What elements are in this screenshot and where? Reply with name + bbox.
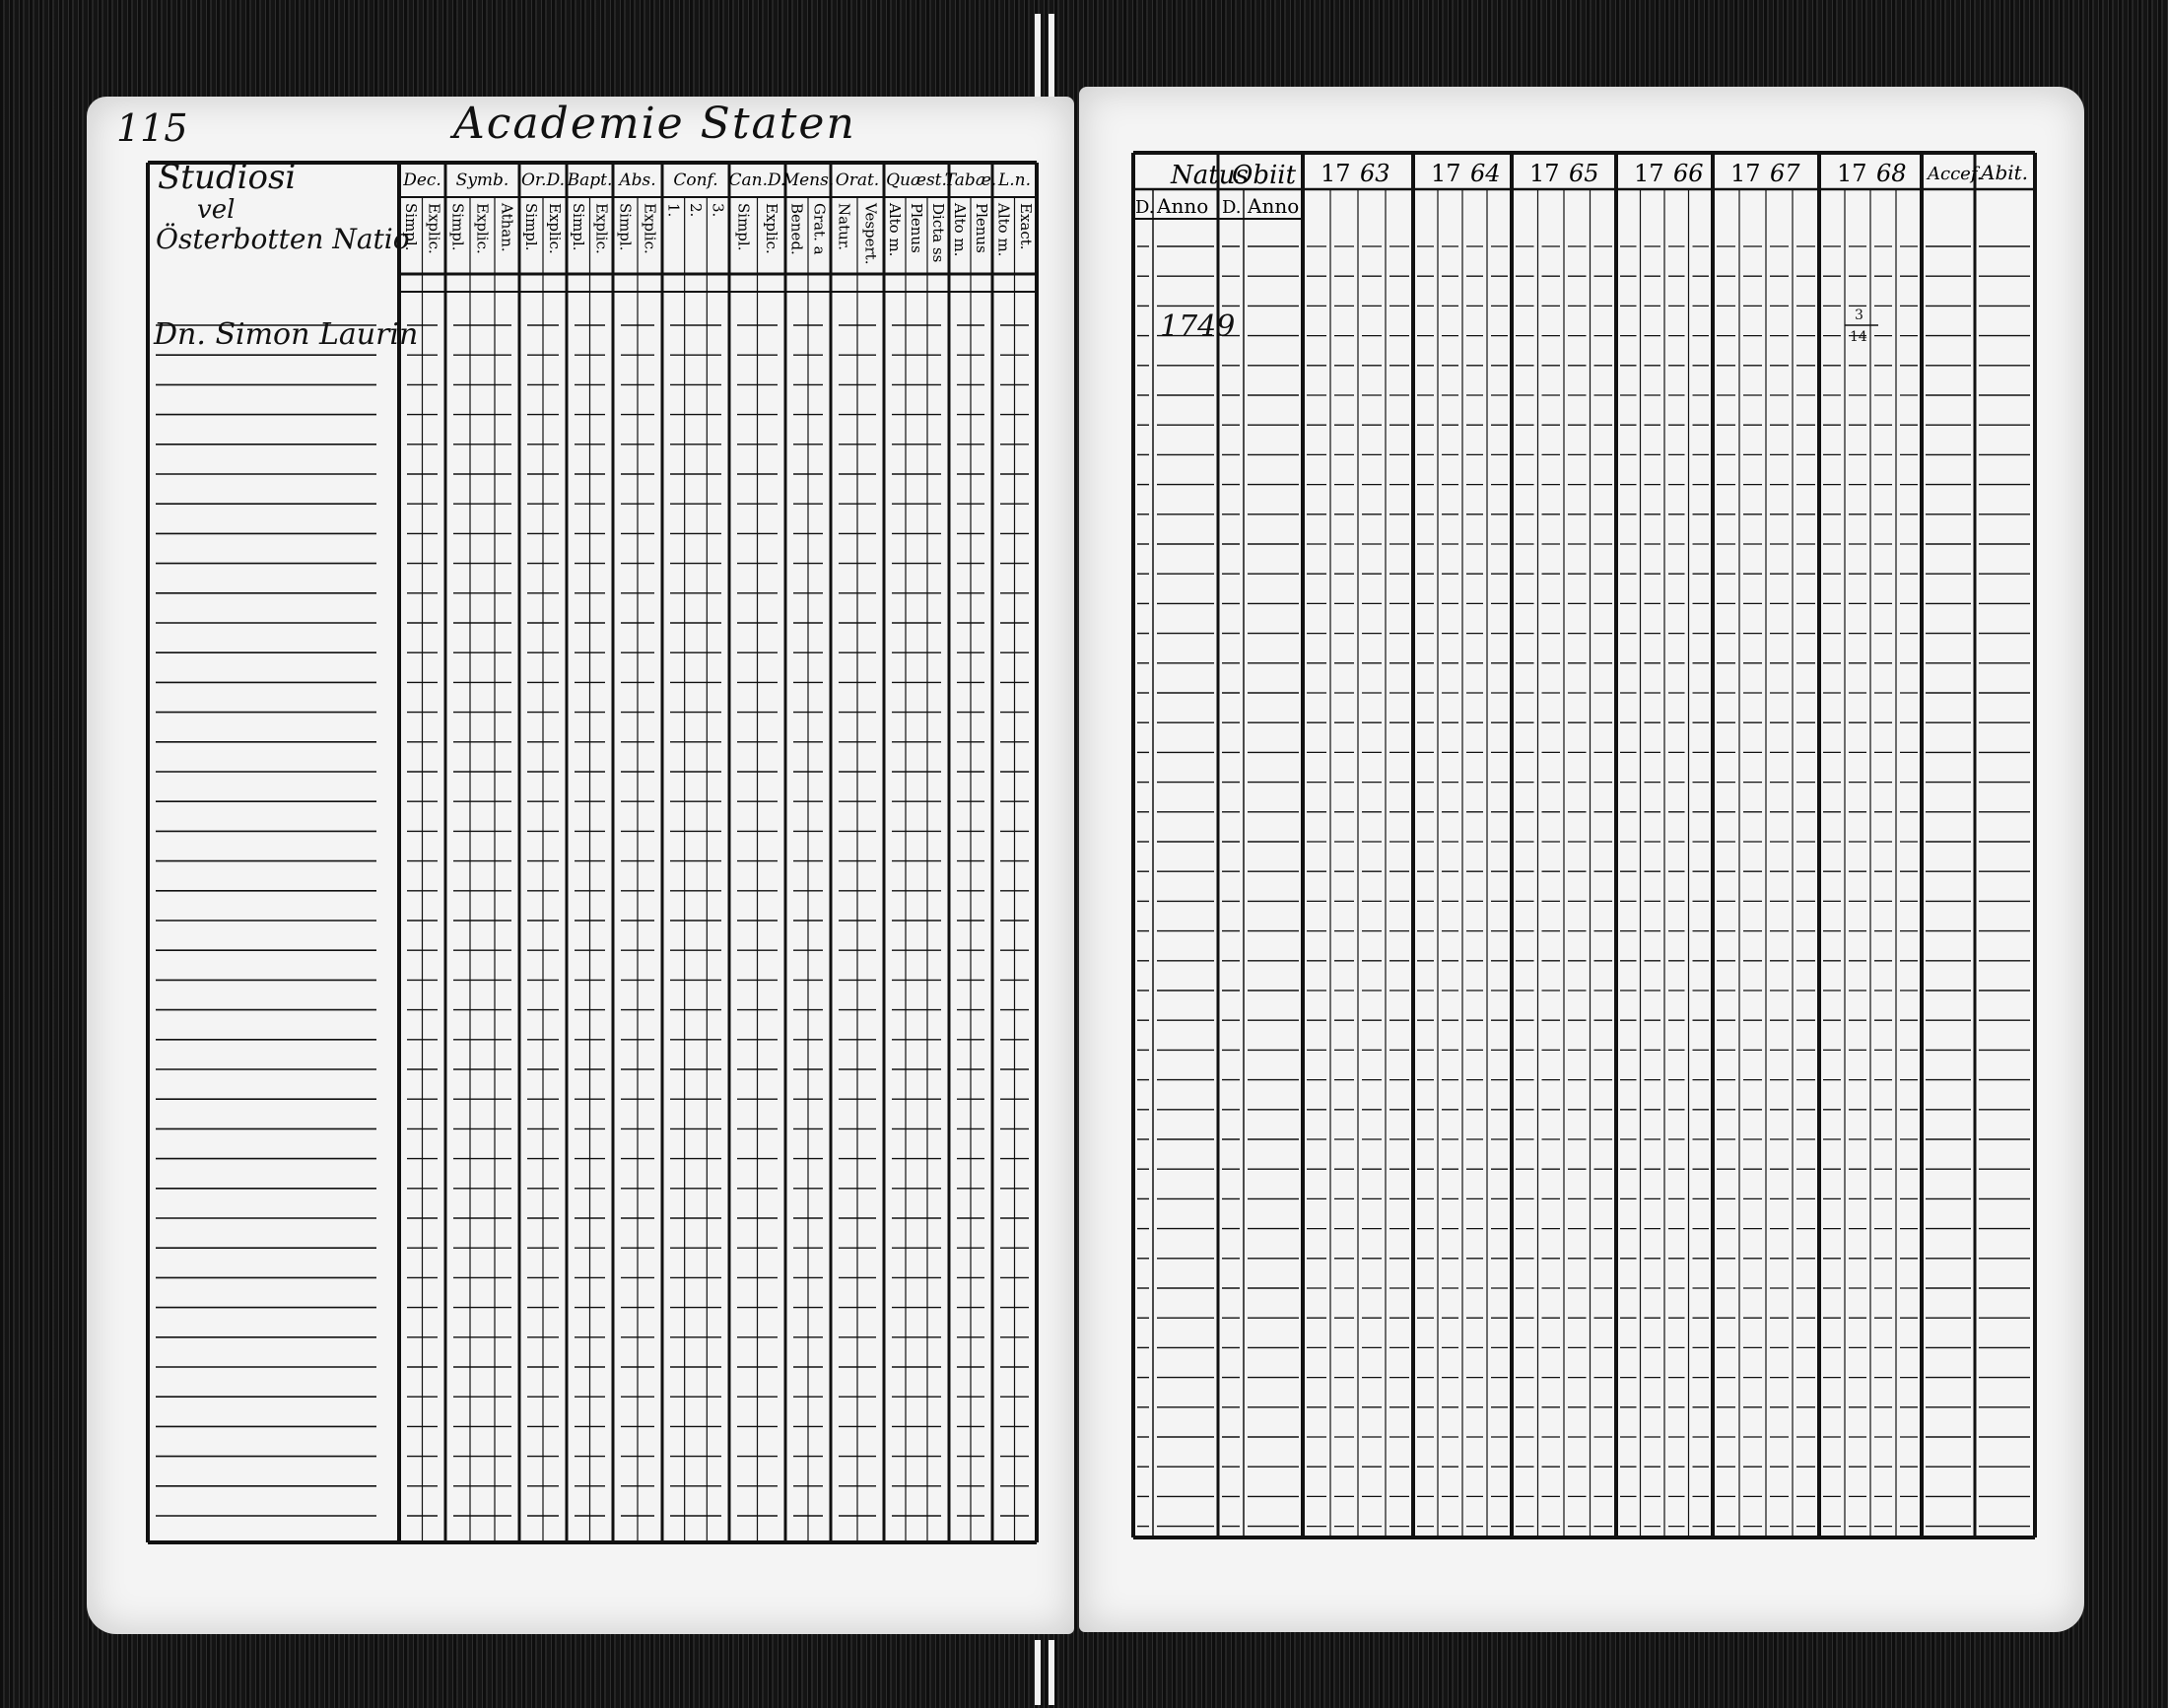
year-suffix: 64 (1470, 160, 1501, 187)
column-header: Or.D. (520, 171, 566, 190)
column-subheader: Alto m. (951, 203, 969, 257)
year-prefix: 17 (1321, 160, 1351, 187)
column-subheader: Vespert. (861, 203, 880, 265)
column-subheader: Plenus (908, 203, 925, 253)
name-header-line1: Studiosi (158, 158, 297, 197)
column-subheader: Grat. a (810, 203, 829, 255)
column-subheader: Explic. (546, 203, 564, 254)
column-header: L.n. (997, 171, 1032, 190)
name-header-line2: vel (197, 195, 236, 225)
column-subheader: Plenus (973, 203, 990, 253)
page-number: 115 (116, 106, 188, 150)
obiit-d-label: D. (1222, 197, 1242, 218)
birth-year: 1749 (1160, 309, 1236, 344)
column-subheader: Explic. (592, 203, 611, 254)
column-header: Tabæ. (944, 171, 997, 190)
column-header: Conf. (673, 171, 718, 190)
year-prefix: 17 (1529, 160, 1560, 187)
column-subheader: Simpl. (448, 203, 467, 251)
obiit-header: Obiit (1232, 161, 1297, 190)
entry-name: Dn. Simon Laurin (154, 317, 419, 352)
column-subheader: Athan. (498, 203, 516, 252)
column-subheader: Dicta ss (929, 203, 947, 263)
year-suffix: 65 (1569, 160, 1599, 187)
year-prefix: 17 (1730, 160, 1761, 187)
year-suffix: 68 (1876, 160, 1907, 187)
column-header: Mens. (781, 171, 835, 190)
year-suffix: 66 (1673, 160, 1704, 187)
column-subheader: Natur. (835, 203, 853, 251)
column-subheader: Simpl. (522, 203, 540, 251)
column-header: Can.D. (728, 171, 786, 190)
column-subheader: Explic. (762, 203, 780, 254)
year-prefix: 17 (1837, 160, 1867, 187)
fraction-numerator: 3 (1855, 307, 1863, 323)
page-heading: Academie Staten (453, 99, 856, 149)
natus-anno-label: Anno (1157, 194, 1209, 218)
column-header: Quæst. (886, 171, 947, 190)
column-subheader: Explic. (425, 203, 443, 254)
natus-header: Natus (1171, 161, 1249, 190)
column-subheader: Explic. (641, 203, 659, 254)
column-subheader: Simpl. (569, 203, 587, 251)
column-subheader: 1. (664, 203, 683, 218)
column-header: Symb. (455, 171, 509, 190)
column-header: Dec. (403, 171, 441, 190)
column-subheader: Simpl. (616, 203, 635, 251)
column-subheader: Alto m. (886, 203, 904, 257)
year-prefix: 17 (1431, 160, 1461, 187)
abiit-header: Abit. (1981, 161, 2029, 184)
column-subheader: 3. (709, 203, 727, 218)
column-subheader: Simpl. (401, 203, 420, 251)
column-subheader: 2. (687, 203, 705, 218)
column-subheader: Exact. (1016, 203, 1035, 250)
year-suffix: 63 (1360, 160, 1390, 187)
year-suffix: 67 (1770, 160, 1800, 187)
fraction-denominator: 14 (1850, 329, 1867, 345)
obiit-anno-label: Anno (1248, 194, 1300, 218)
column-header: Bapt. (567, 171, 613, 190)
year-prefix: 17 (1634, 160, 1664, 187)
natus-d-label: D. (1135, 197, 1155, 218)
column-subheader: Simpl. (734, 203, 753, 251)
accessit-header: Accef. (1928, 164, 1983, 184)
name-header-line3: Österbotten Natio (156, 223, 410, 255)
column-subheader: Alto m. (994, 203, 1013, 257)
column-header: Orat. (835, 171, 880, 190)
column-subheader: Bened. (787, 203, 806, 255)
column-subheader: Explic. (473, 203, 492, 254)
column-header: Abs. (619, 171, 656, 190)
